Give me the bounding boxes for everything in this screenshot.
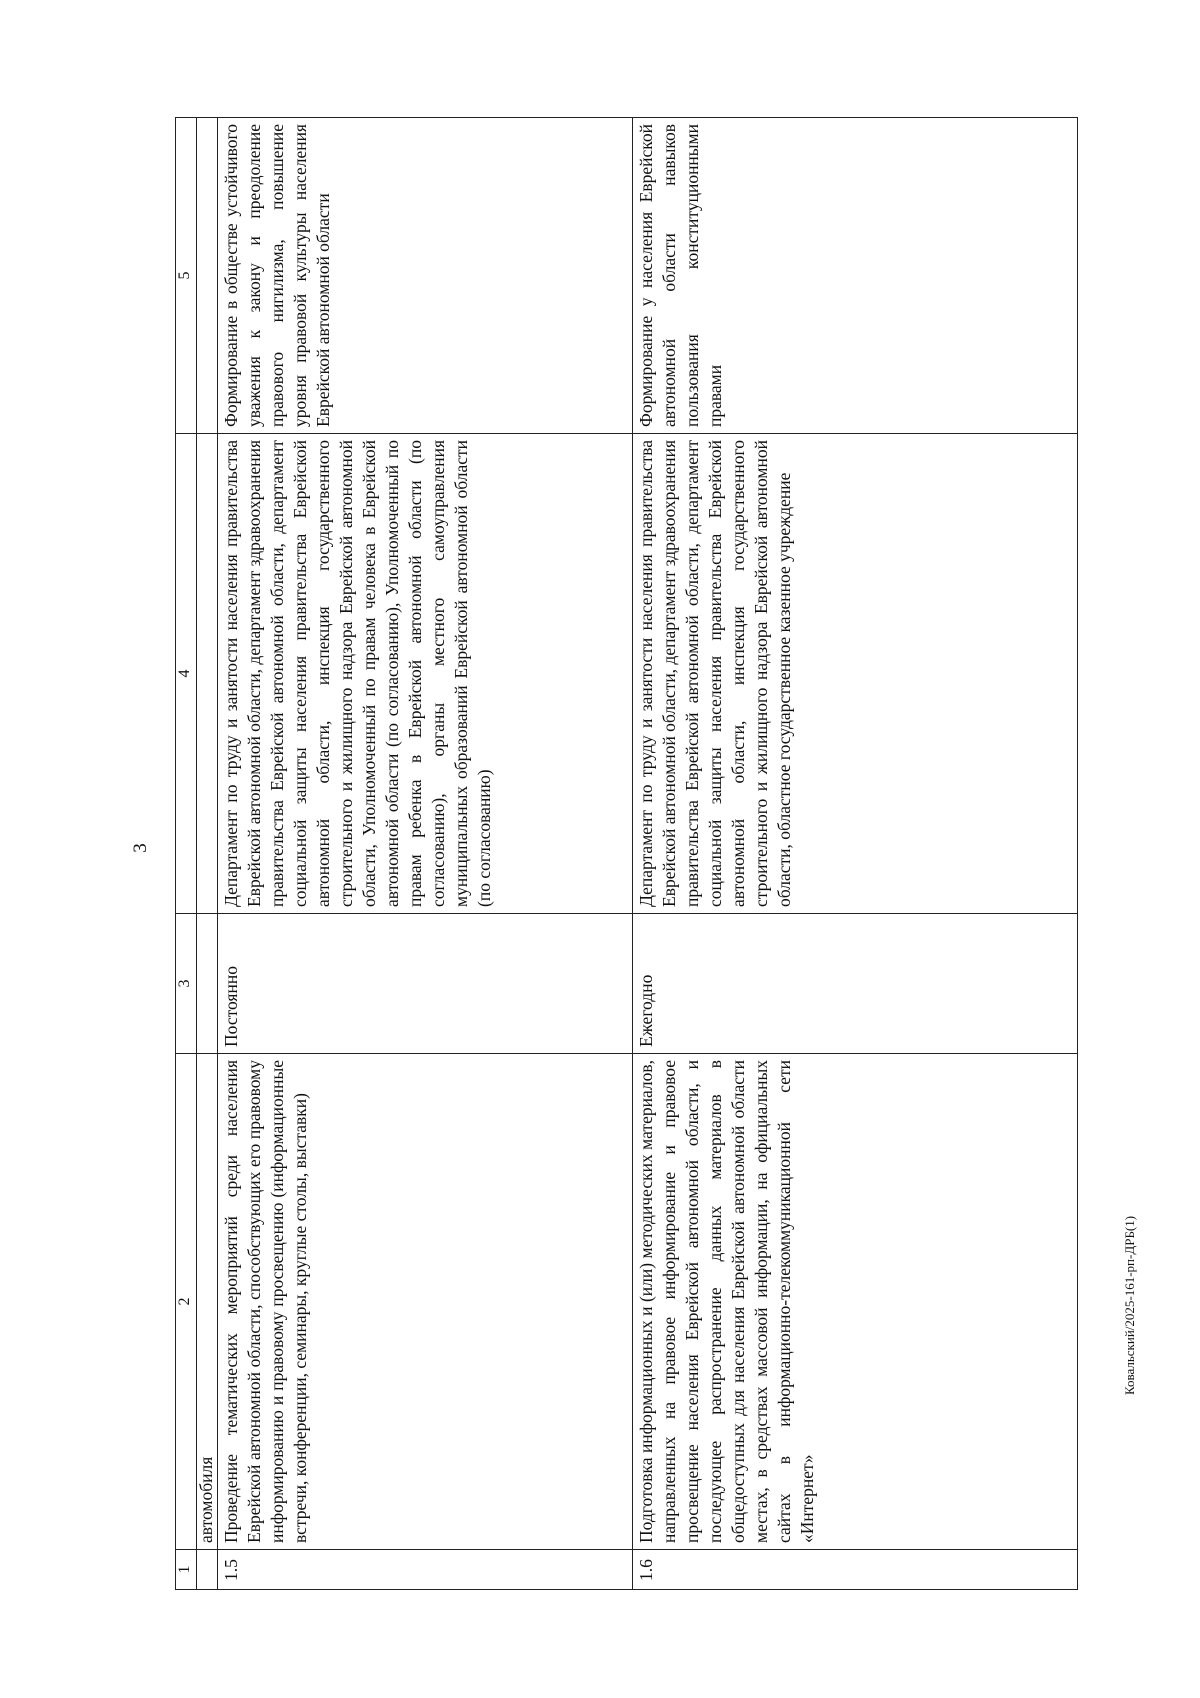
header-col-2: 2: [176, 1054, 197, 1550]
row-term: Ежегодно: [633, 914, 1078, 1054]
continuation-num-cell: [197, 1550, 218, 1590]
header-col-1: 1: [176, 1550, 197, 1590]
table-row: [218, 118, 633, 1590]
header-col-3: 3: [176, 914, 197, 1054]
header-row: [176, 118, 197, 1590]
row-number: 1.5: [218, 1550, 633, 1590]
document-code-text: Ковальский/2025-161-рп-ДРБ(1): [1122, 1215, 1137, 1395]
plan-table-rotated: [175, 118, 1078, 1590]
page-number: 3: [130, 843, 151, 853]
plan-table: [175, 117, 1078, 1590]
header-col-4: 4: [176, 434, 197, 914]
continuation-result-cell: [197, 118, 218, 434]
row-executors: Департамент по труду и занятости населения правительства Еврейской автономной области, департамент здравоохранения правительства Еврейской автономной области, департамент социальной защиты населения правительства Еврейской автономной области, инспекция государственного строительного и жилищного надзора Еврейской автономной области, Уполномоченный по правам человека в Еврейской автономной области (по согласованию), Уполномоченный по правам ребенка в Еврейской автономной области (по согласованию), органы местного самоуправления муниципальных образований Еврейской автономной области (по согласованию): [218, 434, 633, 914]
header-col-5: 5: [176, 118, 197, 434]
continuation-executors-cell: [197, 434, 218, 914]
document-code: [1118, 95, 1138, 1395]
row-term: Постоянно: [218, 914, 633, 1054]
continuation-text: автомобиля: [197, 1054, 218, 1550]
continuation-term-cell: [197, 914, 218, 1054]
continuation-row: [197, 118, 218, 1590]
row-number: 1.6: [633, 1550, 1078, 1590]
table-row: [633, 118, 1078, 1590]
row-action: Проведение тематических мероприятий среди населения Еврейской автономной области, способствующих его правовому информированию и правовому просвещению (информационные встречи, конференции, семинары, круглые столы, выставки): [218, 1054, 633, 1550]
row-executors: Департамент по труду и занятости населения правительства Еврейской автономной области, департамент здравоохранения правительства Еврейской автономной области, департамент социальной защиты населения правительства Еврейской автономной области, инспекция государственного строительного и жилищного надзора Еврейской автономной области, областное государственное казенное учреждение: [633, 434, 1078, 914]
row-action: Подготовка информационных и (или) методических материалов, направленных на правовое информирование и правовое просвещение населения Еврейской автономной области, и последующее распространение данных материалов в общедоступных для населения Еврейской автономной области местах, в средствах массовой информации, на официальных сайтах в информационно-телекоммуникационной сети «Интернет»: [633, 1054, 1078, 1550]
row-result: Формирование у населения Еврейской автономной области навыков пользования конституционными правами: [633, 118, 1078, 434]
row-result: Формирование в обществе устойчивого уважения к закону и преодоление правового нигилизма, повышение уровня правовой культуры населения Еврейской автономной области: [218, 118, 633, 434]
